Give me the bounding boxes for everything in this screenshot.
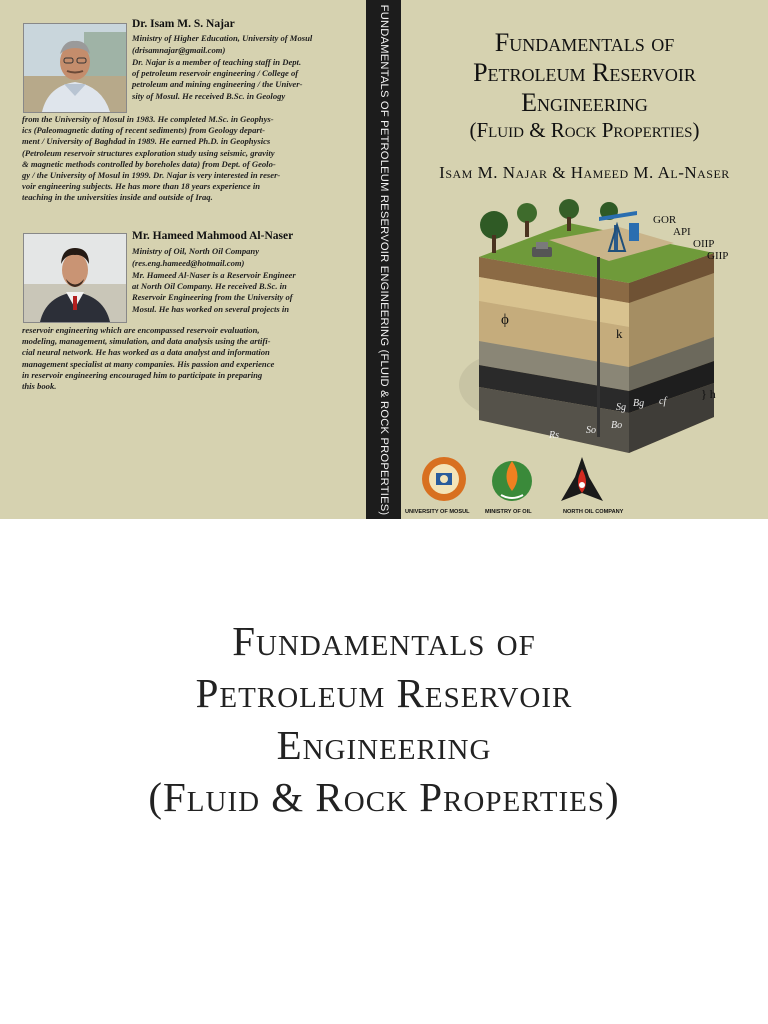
bio-line: Reservoir Engineering from the University of (132, 292, 293, 303)
label-rs: Rs (549, 430, 559, 441)
author2-bio-top (132, 270, 352, 315)
front-title-line-4: (Fluid & Rock Properties) (469, 118, 700, 142)
label-h: } h (701, 387, 716, 401)
front-title-line-2: Petroleum Reservoir (473, 58, 696, 87)
back-cover (0, 0, 366, 519)
front-title-line-3: Engineering (521, 88, 648, 117)
author2-email: (res.eng.hameed@hotmail.com) (132, 258, 245, 268)
front-authors: Isam M. Najar & Hameed M. Al-Naser (439, 163, 730, 182)
label-giip: GIIP (707, 250, 729, 262)
logo-label-university: UNIVERSITY OF MOSUL (405, 509, 470, 515)
bio-line: this book. (22, 381, 57, 392)
bio-line: (Petroleum reservoir structures exploration study using seismic, gravity (22, 147, 275, 158)
label-gor: GOR (653, 214, 677, 226)
title-page-line-4: (Fluid & Rock Properties) (148, 774, 620, 820)
logo-label-ministry: MINISTRY OF OIL (485, 509, 532, 515)
bio-line: petroleum and mining engineering / the Univer- (132, 79, 303, 90)
label-cf: cf (659, 396, 667, 407)
label-bo: Bo (611, 420, 623, 431)
label-so: So (586, 425, 596, 436)
author2-name: Mr. Hameed Mahmood Al-Naser (132, 230, 294, 242)
label-bg: Bg (633, 398, 645, 409)
bio-line: modeling, management, simulation, and data analysis using the artifi- (22, 336, 271, 347)
north-oil-company-logo (559, 455, 605, 510)
label-phi: ϕ (501, 312, 509, 328)
author1-name: Dr. Isam M. S. Najar (132, 18, 235, 30)
bio-line: cial neural network. He has worked as a data analyst and information (22, 347, 270, 358)
author2-bio-continued (22, 325, 352, 392)
author1-photo (23, 23, 127, 113)
bio-line: voir engineering subjects. He has more than 18 years experience in (22, 181, 260, 192)
bio-line: sity of Mosul. He received B.Sc. in Geology (132, 90, 286, 101)
bio-line: gy / the University of Mosul in 1999. Dr. Najar is very interested in reser- (22, 170, 281, 181)
bio-line: Dr. Najar is a member of teaching staff in Dept. (132, 57, 302, 67)
label-sg: Sg (616, 402, 626, 413)
author1-bio-continued (22, 114, 352, 204)
bio-line: reservoir engineering which are encompassed reservoir evaluation, (22, 325, 260, 335)
author2-photo (23, 233, 127, 323)
bio-line: Mr. Hameed Al-Naser is a Reservoir Engineer (132, 270, 296, 280)
bio-line: ment / University of Baghdad in 1989. He earned Ph.D. in Geophysics (22, 136, 271, 147)
logo-label-north-oil: NORTH OIL COMPANY (563, 509, 624, 515)
label-oiip: OIIP (693, 238, 715, 250)
label-api: API (673, 226, 691, 238)
university-of-mosul-logo (421, 455, 467, 510)
title-page-line-1: Fundamentals of (232, 618, 536, 664)
ministry-of-oil-logo (489, 455, 535, 510)
spine-title: FUNDAMENTALS OF PETROLEUM RESERVOIR ENGINEERING (FLUID & ROCK PROPERTIES) (378, 4, 390, 516)
author1-bio-top (132, 57, 352, 102)
title-page (0, 519, 768, 1024)
front-title-line-1: Fundamentals of (494, 28, 675, 57)
author1-email: (drisamnajar@gmail.com) (132, 45, 226, 55)
label-k: k (616, 326, 623, 341)
bio-line: teaching in the universities inside and outside of Iraq. (22, 192, 213, 203)
title-page-line-3: Engineering (276, 722, 492, 768)
author2-affiliation: Ministry of Oil, North Oil Company (132, 246, 260, 256)
bio-line: ics (Paleomagnetic dating of recent sediments) from Geology depart- (22, 125, 265, 136)
bio-line: & magnetic methods controlled by boreholes data) from Dept. of Geolo- (22, 158, 276, 169)
bio-line: Mosul. He has worked on several projects in (132, 303, 290, 314)
author1-affiliation: Ministry of Higher Education, University of Mosul (132, 33, 313, 43)
title-page-line-2: Petroleum Reservoir (195, 670, 573, 716)
bio-line: management specialist at many companies. His passion and experience (22, 358, 275, 369)
bio-line: at North Oil Company. He received B.Sc. in (132, 281, 287, 292)
bio-line: from the University of Mosul in 1983. He completed M.Sc. in Geophys- (22, 114, 274, 124)
front-cover (401, 0, 768, 519)
bio-line: of petroleum reservoir engineering / College of (132, 68, 299, 79)
bio-line: in reservoir engineering encouraged him to participate in preparing (22, 369, 263, 380)
